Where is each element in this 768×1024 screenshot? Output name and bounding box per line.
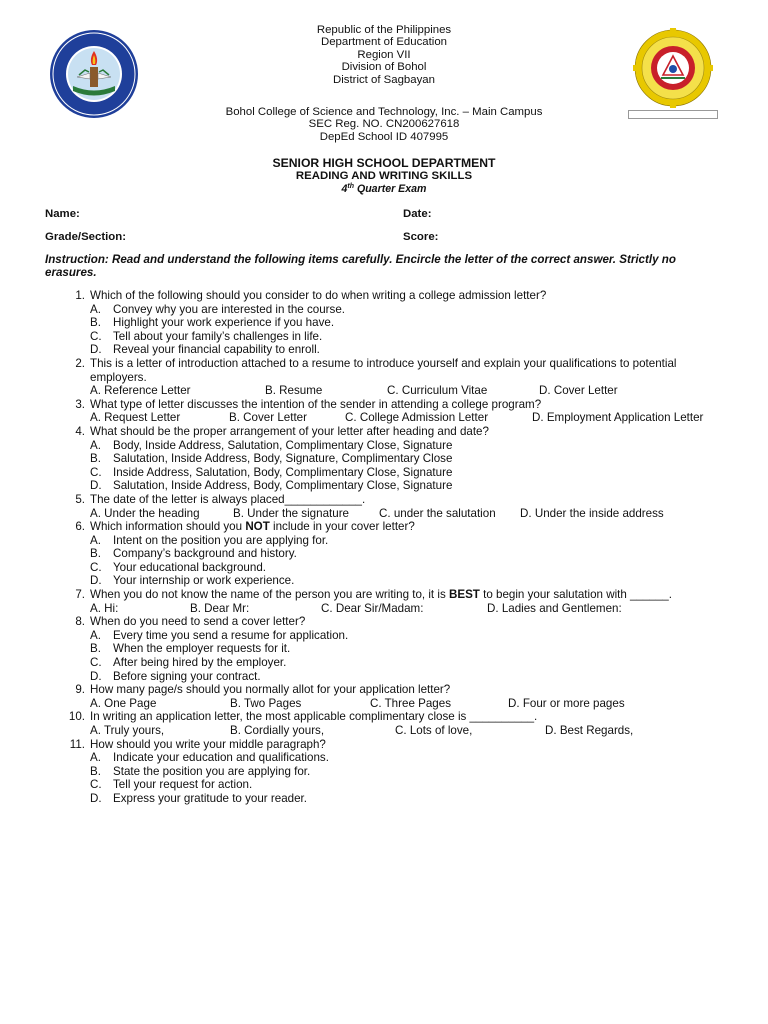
question-10: 10. In writing an application letter, the most applicable complimentary close is __________. bbox=[68, 710, 538, 724]
seal-motto-strip bbox=[628, 110, 718, 119]
option: C. Tell about your family’s challenges in life. bbox=[90, 329, 323, 343]
option: D. Reveal your financial capability to enroll. bbox=[90, 343, 320, 357]
inline-options bbox=[45, 507, 735, 521]
header-line: Republic of the Philippines bbox=[316, 24, 452, 36]
question-9: 9. How many page/s should you normally allot for your application letter? bbox=[75, 683, 451, 697]
inline-options bbox=[45, 411, 735, 425]
header-line: District of Sagbayan bbox=[333, 73, 435, 86]
option: C. College Admission Letter bbox=[345, 411, 489, 425]
school-seal-icon bbox=[628, 28, 718, 120]
option: A. Under the heading bbox=[90, 506, 200, 520]
option: B. State the position you are applying for. bbox=[90, 764, 311, 778]
school-id: DepEd School ID 407995 bbox=[319, 130, 449, 143]
subject-title: READING AND WRITING SKILLS bbox=[295, 170, 473, 182]
option: B. Two Pages bbox=[230, 696, 302, 710]
option: A. Convey why you are interested in the course. bbox=[90, 302, 345, 316]
option: D. Ladies and Gentlemen: bbox=[487, 601, 622, 615]
option: B. Dear Mr: bbox=[190, 601, 250, 615]
option: A. Truly yours, bbox=[90, 724, 165, 737]
score-label: Score: bbox=[403, 231, 439, 243]
option: D. Express your gratitude to your reader. bbox=[90, 791, 307, 805]
question-2: 2. This is a letter of introduction attached to a resume to introduce yourself and explain your qualifications to potential employers. bbox=[75, 356, 677, 384]
school-name: Bohol College of Science and Technology, Inc. – Main Campus bbox=[225, 106, 543, 119]
option: A. One Page bbox=[90, 696, 157, 710]
sec-reg: SEC Reg. NO. CN200627618 bbox=[308, 118, 460, 131]
option: B. Resume bbox=[265, 384, 323, 398]
name-label: Name: bbox=[45, 208, 80, 220]
option: D. Employment Application Letter bbox=[532, 411, 704, 425]
inline-options bbox=[45, 602, 735, 616]
option: D. Before signing your contract. bbox=[90, 669, 261, 683]
option: D. Best Regards, bbox=[545, 724, 634, 737]
header-line: Division of Bohol bbox=[341, 61, 427, 74]
grade-label: Grade/Section: bbox=[45, 231, 127, 243]
letterhead bbox=[150, 24, 618, 143]
option: C. Curriculum Vitae bbox=[387, 384, 488, 398]
date-label: Date: bbox=[403, 208, 432, 220]
option: A. Every time you send a resume for application. bbox=[90, 628, 349, 642]
option: C. Three Pages bbox=[370, 696, 451, 710]
question-1: 1. Which of the following should you consider to do when writing a college admission letter? bbox=[75, 289, 547, 302]
instruction: Instruction: Read and understand the following items carefully. Encircle the letter of the correct answer. Strictly no erasures. bbox=[45, 253, 676, 280]
option: C. Tell your request for action. bbox=[90, 778, 253, 792]
option: D. Your internship or work experience. bbox=[90, 574, 295, 588]
option: C. Your educational background. bbox=[90, 560, 266, 574]
option: A. Request Letter bbox=[90, 411, 181, 425]
option: D. Cover Letter bbox=[539, 384, 618, 398]
option: B. Cover Letter bbox=[229, 411, 307, 425]
inline-options bbox=[45, 384, 735, 398]
question-6: 6. Which information should you NOT include in your cover letter? bbox=[75, 520, 415, 534]
option: C. After being hired by the employer. bbox=[90, 656, 287, 670]
exam-title: 4th Quarter Exam bbox=[341, 183, 427, 195]
option: B. Highlight your work experience if you have. bbox=[90, 316, 335, 330]
option: B. Under the signature bbox=[233, 506, 350, 520]
option: D. Four or more pages bbox=[508, 696, 625, 710]
option: B. Company’s background and history. bbox=[90, 547, 297, 561]
option: C. Lots of love, bbox=[395, 724, 473, 737]
question-7: 7. When you do not know the name of the person you are writing to, it is BEST to begin your salutation with ______. bbox=[75, 588, 672, 602]
option: B. Salutation, Inside Address, Body, Signature, Complimentary Close bbox=[90, 452, 453, 466]
option: C. Inside Address, Salutation, Body, Complimentary Close, Signature bbox=[90, 465, 453, 479]
deped-seal-icon bbox=[49, 29, 139, 119]
option: C. under the salutation bbox=[379, 506, 496, 520]
option: C. Dear Sir/Madam: bbox=[321, 601, 424, 615]
question-4: 4. What should be the proper arrangement of your letter after heading and date? bbox=[75, 424, 489, 438]
option: A. Hi: bbox=[90, 601, 119, 615]
option: A. Body, Inside Address, Salutation, Complimentary Close, Signature bbox=[90, 438, 453, 452]
option: A. Reference Letter bbox=[90, 384, 191, 398]
option: B. Cordially yours, bbox=[230, 724, 325, 737]
header-line: Region VII bbox=[357, 48, 411, 61]
question-list bbox=[45, 289, 735, 806]
question-8: 8. When do you need to send a cover letter? bbox=[75, 615, 306, 629]
question-11: 11. How should you write your middle paragraph? bbox=[69, 737, 326, 751]
header-line: Department of Education bbox=[320, 36, 447, 49]
option: B. When the employer requests for it. bbox=[90, 642, 291, 656]
exam-title-block bbox=[100, 156, 668, 195]
question-5: 5. The date of the letter is always placed____________. bbox=[75, 492, 366, 506]
inline-options bbox=[45, 697, 735, 711]
option: D. Under the inside address bbox=[520, 506, 664, 520]
option: A. Indicate your education and qualifications. bbox=[90, 751, 329, 765]
option: D. Salutation, Inside Address, Body, Complimentary Close, Signature bbox=[90, 479, 453, 493]
department-title: SENIOR HIGH SCHOOL DEPARTMENT bbox=[272, 156, 496, 170]
option: A. Intent on the position you are applying for. bbox=[90, 533, 329, 547]
question-3: 3. What type of letter discusses the intention of the sender in attending a college program? bbox=[75, 397, 542, 411]
inline-options bbox=[45, 724, 735, 738]
